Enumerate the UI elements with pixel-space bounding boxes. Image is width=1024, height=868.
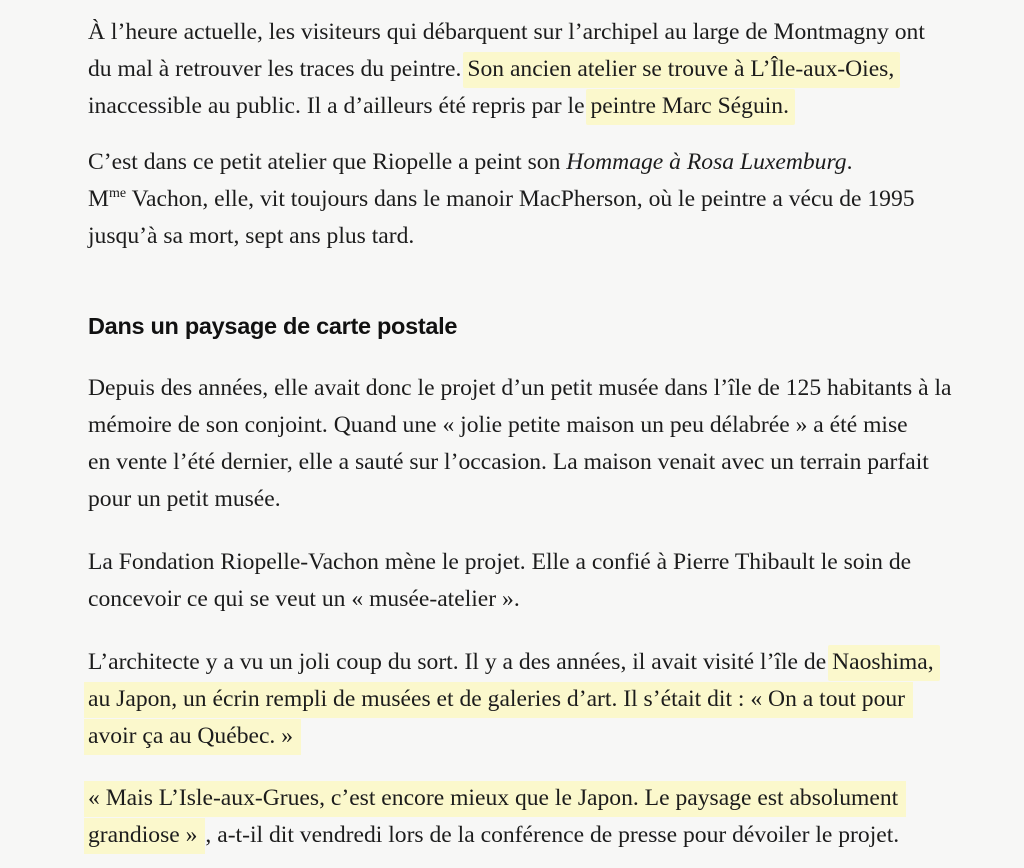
p5-line-2 <box>88 681 940 718</box>
p6-line-2-text: , a-t-il dit vendredi lors de la conférence de presse pour dévoiler le projet. <box>205 822 900 848</box>
highlight-quebec[interactable]: avoir ça au Québec. » <box>84 719 301 755</box>
p3-line-2: mémoire de son conjoint. Quand une « jolie petite maison un peu délabrée » a été mise <box>88 412 908 438</box>
p4-line-2: concevoir ce qui se veut un « musée-atelier ». <box>88 586 520 612</box>
p2-line-1-text: C’est dans ce petit atelier que Riopelle a peint son <box>88 149 561 175</box>
p6-line-2 <box>88 817 906 854</box>
paragraph-3 <box>88 370 952 518</box>
p5-line-1-text: L’architecte y a vu un joli coup du sort. Il y a des années, il avait visité l’île de <box>88 649 827 675</box>
p1-line-3-text: inaccessible au public. Il a d’ailleurs été repris par le <box>88 93 585 119</box>
artwork-title: Hommage à Rosa Luxemburg <box>566 149 847 175</box>
p5-line-1 <box>88 644 940 681</box>
p5-line-3 <box>88 718 940 755</box>
highlight-japon[interactable]: au Japon, un écrin rempli de musées et de galeries d’art. Il s’était dit : « On a tout pour <box>84 682 913 718</box>
p2-line-1-period: . <box>846 149 853 175</box>
p3-line-1: Depuis des années, elle avait donc le projet d’un petit musée dans l’île de 125 habitants à la <box>88 375 952 401</box>
madame-sup: me <box>108 186 127 201</box>
p2-line-2 <box>88 181 915 218</box>
paragraph-1 <box>88 14 925 125</box>
highlight-naoshima[interactable]: Naoshima, <box>828 645 940 681</box>
p1-line-3 <box>88 88 925 125</box>
p4-line-1: La Fondation Riopelle-Vachon mène le projet. Elle a confié à Pierre Thibault le soin de <box>88 549 912 575</box>
paragraph-5 <box>88 644 940 755</box>
highlight-marc-seguin[interactable]: peintre Marc Séguin. <box>586 89 795 125</box>
p2-line-2-text: Vachon, elle, vit toujours dans le manoir MacPherson, où le peintre a vécu de 1995 <box>131 186 915 212</box>
paragraph-2 <box>88 144 915 255</box>
p6-line-1 <box>88 780 906 817</box>
p1-line-2 <box>88 51 925 88</box>
p2-line-1 <box>88 144 915 181</box>
paragraph-4 <box>88 544 911 618</box>
p2-line-3: jusqu’à sa mort, sept ans plus tard. <box>88 223 415 249</box>
section-heading: Dans un paysage de carte postale <box>88 313 458 339</box>
p3-line-4: pour un petit musée. <box>88 486 281 512</box>
highlight-atelier[interactable]: Son ancien atelier se trouve à L’Île-aux-Oies, <box>463 52 900 88</box>
madame-abbrev: M <box>88 186 109 212</box>
p1-line-1: À l’heure actuelle, les visiteurs qui débarquent sur l’archipel au large de Montmagny ont <box>88 19 925 45</box>
p1-line-2-text: du mal à retrouver les traces du peintre. <box>88 56 462 82</box>
p3-line-3: en vente l’été dernier, elle a sauté sur l’occasion. La maison venait avec un terrain parfait <box>88 449 929 475</box>
highlight-isle-aux-grues[interactable]: « Mais L’Isle-aux-Grues, c’est encore mieux que le Japon. Le paysage est absolument <box>84 781 906 817</box>
paragraph-6 <box>88 780 906 854</box>
highlight-grandiose[interactable]: grandiose » <box>84 818 205 854</box>
